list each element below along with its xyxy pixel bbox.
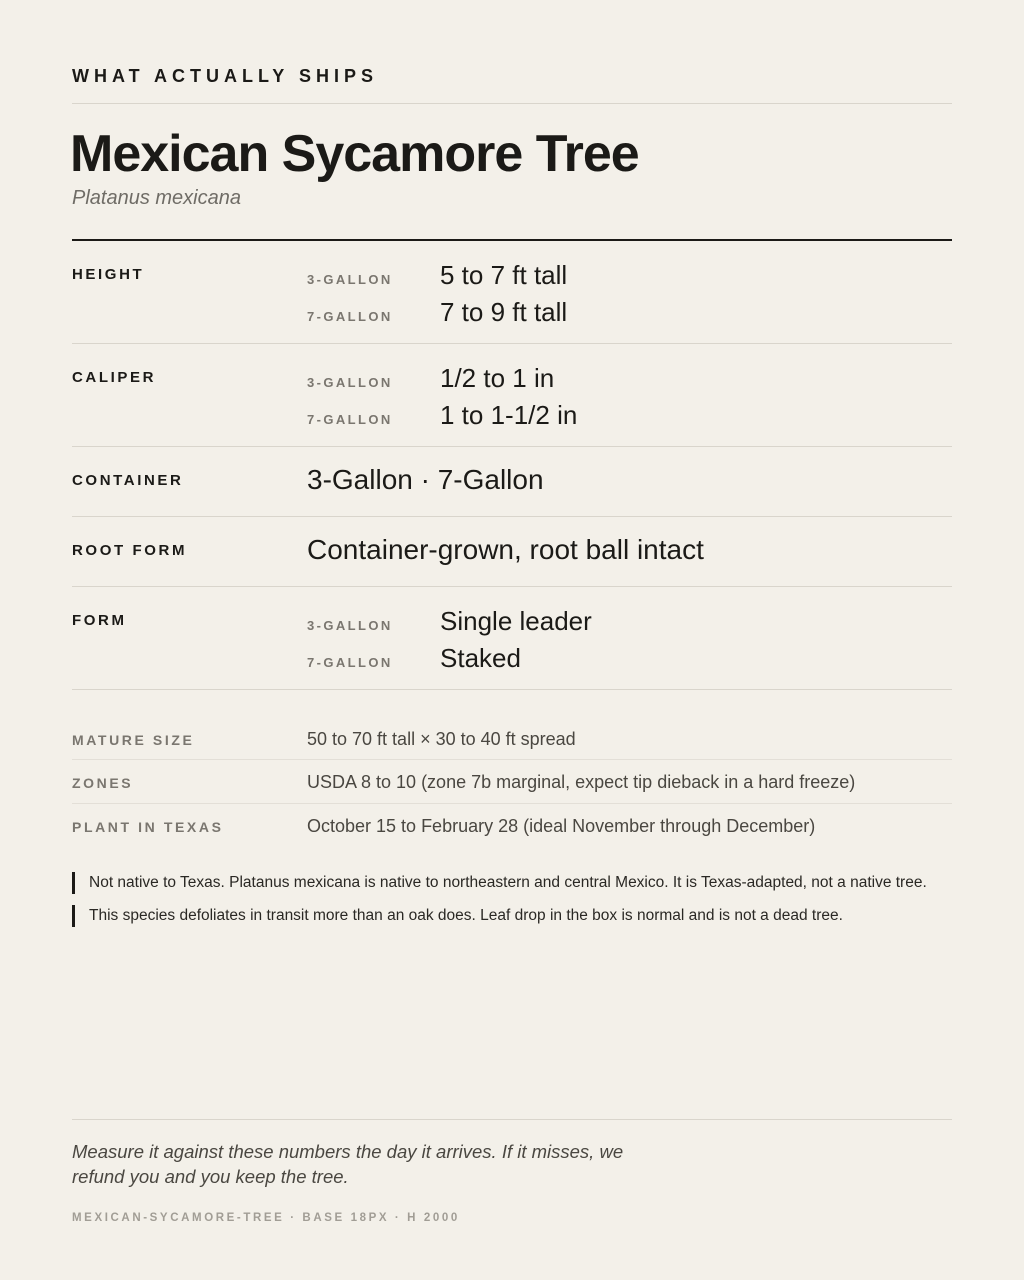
spec-value: 3-Gallon · 7-Gallon — [307, 464, 544, 495]
meta-label: ZONES — [72, 775, 134, 791]
spec-entry — [307, 606, 907, 642]
spec-entry — [307, 260, 907, 296]
size-label: 3-GALLON — [307, 618, 393, 633]
title-divider — [72, 239, 952, 241]
divider — [72, 446, 952, 447]
spec-label: CALIPER — [72, 369, 157, 386]
note-text: This species defoliates in transit more than an oak does. Leaf drop in the box is normal and is not a dead tree. — [89, 907, 843, 924]
meta-label: PLANT IN TEXAS — [72, 819, 224, 835]
spec-value: Single leader — [440, 606, 592, 636]
eyebrow-heading: WHAT ACTUALLY SHIPS — [72, 66, 379, 86]
note-bar — [72, 872, 75, 894]
note-native-status — [72, 872, 952, 894]
spec-label: CONTAINER — [72, 472, 184, 489]
size-label: 3-GALLON — [307, 272, 393, 287]
spec-entry — [307, 297, 907, 333]
meta-value: October 15 to February 28 (ideal November through December) — [307, 816, 816, 836]
spec-entry — [307, 643, 907, 679]
note-text: Not native to Texas. Platanus mexicana is native to northeastern and central Mexico. It is Texas-adapted, not a native tree. — [89, 874, 927, 891]
divider — [72, 516, 952, 517]
page-title: Mexican Sycamore Tree — [70, 125, 639, 183]
spec-entry — [307, 363, 907, 399]
scientific-name: Platanus mexicana — [72, 187, 241, 209]
size-label: 7-GALLON — [307, 655, 393, 670]
note-defoliation — [72, 905, 952, 927]
size-label: 7-GALLON — [307, 412, 393, 427]
guarantee-text: Measure it against these numbers the day it arrives. If it misses, we refund you and you keep the tree. — [72, 1141, 624, 1187]
divider — [72, 103, 952, 104]
meta-value: USDA 8 to 10 (zone 7b marginal, expect tip dieback in a hard freeze) — [307, 772, 856, 792]
spec-value: 1 to 1-1/2 in — [440, 400, 578, 430]
divider — [72, 803, 952, 804]
divider — [72, 759, 952, 760]
note-bar — [72, 905, 75, 927]
spec-label: ROOT FORM — [72, 542, 188, 559]
size-label: 7-GALLON — [307, 309, 393, 324]
divider — [72, 689, 952, 690]
spec-value: 5 to 7 ft tall — [440, 260, 568, 290]
spec-label: FORM — [72, 612, 127, 629]
spec-value: Container-grown, root ball intact — [307, 534, 704, 565]
spec-value: Staked — [440, 643, 521, 673]
meta-value: 50 to 70 ft tall × 30 to 40 ft spread — [307, 729, 576, 749]
spec-entry — [307, 400, 907, 436]
divider — [72, 343, 952, 344]
spec-label: HEIGHT — [72, 266, 145, 283]
divider — [72, 1119, 952, 1120]
spec-value: 1/2 to 1 in — [440, 363, 555, 393]
spec-value: 7 to 9 ft tall — [440, 297, 568, 327]
footer-meta: MEXICAN-SYCAMORE-TREE · BASE 18PX · H 2000 — [72, 1212, 460, 1224]
divider — [72, 586, 952, 587]
meta-label: MATURE SIZE — [72, 732, 195, 748]
size-label: 3-GALLON — [307, 375, 393, 390]
